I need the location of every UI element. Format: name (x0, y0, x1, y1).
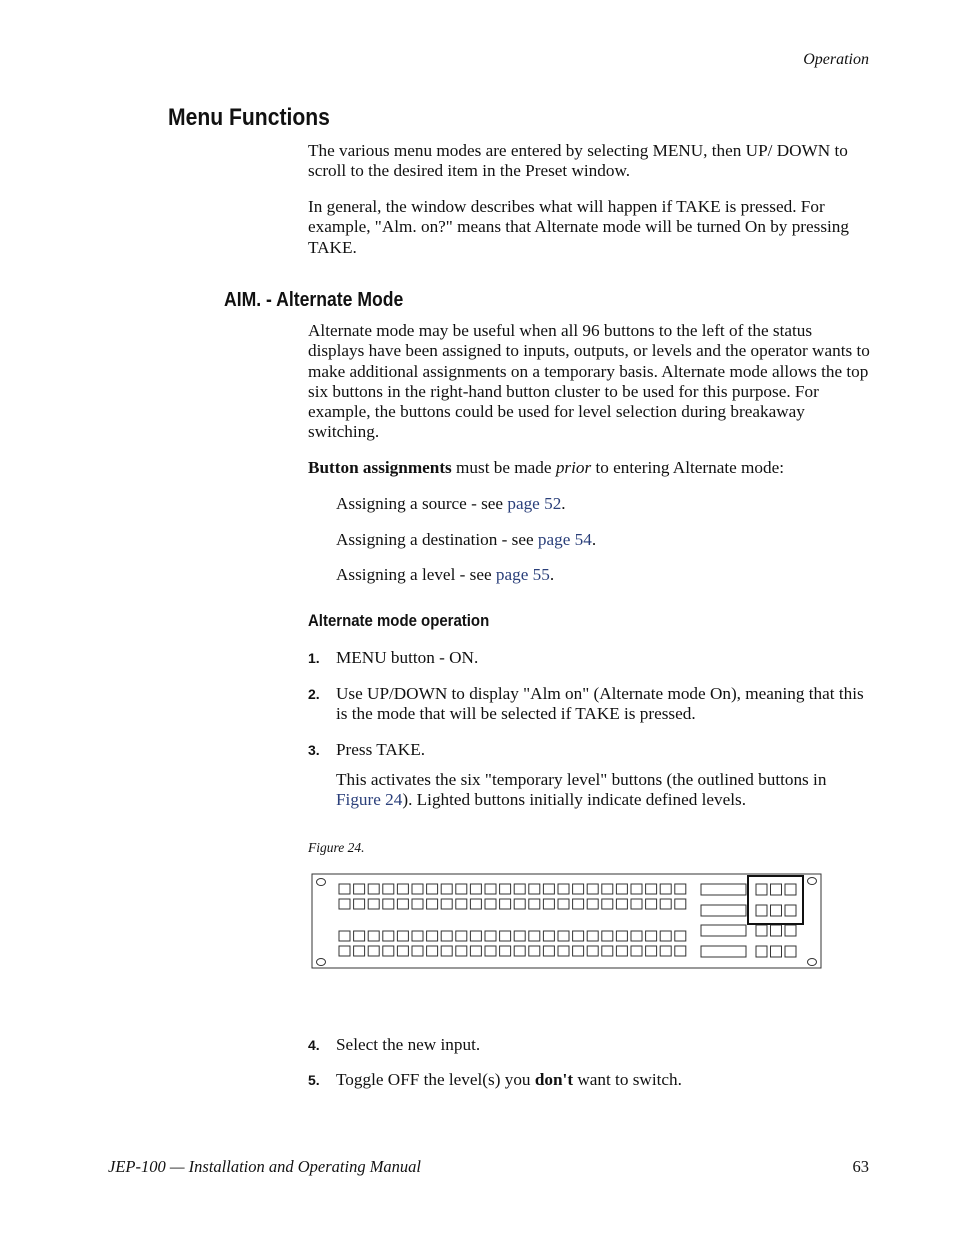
note-text: This activates the six "temporary level" buttons (the outlined buttons in (336, 770, 827, 789)
panel-button (500, 884, 511, 894)
step-number: 3. (308, 742, 320, 758)
page-number: 63 (852, 1157, 869, 1176)
note-text-end: ). Lighted buttons initially indicate defined levels. (402, 790, 747, 810)
assign-mid: must be made (451, 458, 556, 477)
cluster-button (756, 884, 767, 895)
panel-button (573, 946, 584, 956)
step-text-start: Toggle OFF the level(s) you (336, 1070, 535, 1089)
panel-button (631, 931, 642, 941)
panel-button (573, 899, 584, 909)
panel-button (573, 931, 584, 941)
panel-button (631, 946, 642, 956)
panel-button (339, 931, 350, 941)
panel-button (616, 899, 627, 909)
panel-button (514, 899, 525, 909)
panel-button (558, 946, 569, 956)
step-num: 4. (308, 1037, 320, 1053)
step-text (336, 1070, 870, 1090)
panel-button (339, 946, 350, 956)
step-text-bold: don't (534, 1070, 574, 1089)
panel-button (675, 931, 686, 941)
assignment-text: Assigning a level - see (336, 565, 496, 584)
cluster-button (785, 925, 796, 936)
assign-bold: Button assignments (308, 458, 452, 477)
assign-tail: to entering Alternate mode: (591, 458, 784, 477)
panel-button (602, 946, 613, 956)
assignment-end: . (591, 530, 597, 549)
panel-button (514, 931, 525, 941)
assignment-end: . (549, 565, 555, 584)
mounting-hole (317, 879, 326, 886)
panel-outline (312, 874, 821, 968)
panel-button (616, 946, 627, 956)
panel-button (660, 931, 671, 941)
page-link[interactable]: page 54 (537, 530, 592, 549)
panel-button (558, 884, 569, 894)
status-display (701, 946, 746, 957)
right-button-cluster (756, 884, 796, 957)
step-text-end: want to switch. (573, 1070, 682, 1089)
cluster-button (771, 925, 782, 936)
panel-button (558, 931, 569, 941)
assignment-text: Assigning a source - see (336, 494, 508, 513)
panel-button (441, 946, 452, 956)
mounting-hole (808, 878, 817, 885)
panel-button (675, 946, 686, 956)
panel-button (602, 899, 613, 909)
panel-button (529, 946, 540, 956)
panel-button (675, 884, 686, 894)
panel-button (441, 931, 452, 941)
step-3-note (336, 770, 870, 811)
step-number: 2. (308, 686, 320, 702)
panel-button (543, 946, 554, 956)
panel-button (427, 931, 438, 941)
procedure-title: Alternate mode operation (308, 611, 490, 630)
panel-button (427, 946, 438, 956)
panel-button (587, 899, 598, 909)
panel-button (354, 931, 365, 941)
panel-button (354, 946, 365, 956)
panel-button (470, 884, 481, 894)
panel-button (646, 931, 657, 941)
panel-button (485, 946, 496, 956)
panel-button (470, 931, 481, 941)
panel-button (631, 899, 642, 909)
control-panel-figure (308, 868, 824, 972)
status-display (701, 905, 746, 916)
panel-button (646, 899, 657, 909)
assign-italic: prior (555, 458, 592, 477)
step-text: MENU button - ON. (336, 648, 479, 667)
panel-button (368, 884, 379, 894)
panel-button (397, 899, 408, 909)
panel-button (660, 899, 671, 909)
cluster-button (785, 946, 796, 957)
panel-button (543, 899, 554, 909)
step-num: 5. (308, 1072, 320, 1088)
panel-button (631, 884, 642, 894)
figure-link[interactable]: Figure 24 (336, 790, 403, 810)
cluster-button (785, 884, 796, 895)
panel-button (339, 884, 350, 894)
panel-button (456, 884, 467, 894)
panel-button (412, 899, 423, 909)
panel-button (441, 899, 452, 909)
intro-paragraph-2: In general, the window describes what will happen if TAKE is pressed. For example, "Alm. on?" means that Alternate mode will be turned On by pressing TAKE. (308, 197, 849, 257)
temporary-level-outline (748, 876, 803, 924)
step-text: Select the new input. (336, 1035, 481, 1054)
panel-button (602, 931, 613, 941)
panel-button (514, 946, 525, 956)
panel-button (485, 884, 496, 894)
cluster-button (771, 946, 782, 957)
panel-button (397, 931, 408, 941)
cluster-button (756, 946, 767, 957)
cluster-button (756, 925, 767, 936)
step-number (308, 1035, 338, 1055)
panel-button (514, 884, 525, 894)
panel-button (660, 884, 671, 894)
panel-button (485, 931, 496, 941)
panel-button (529, 931, 540, 941)
panel-button (456, 931, 467, 941)
running-header: Operation (803, 51, 869, 68)
page-link[interactable]: page 55 (495, 565, 550, 584)
panel-button (470, 899, 481, 909)
panel-button (456, 946, 467, 956)
alternate-mode-paragraph: Alternate mode may be useful when all 96 buttons to the left of the status displays have been assigned to inputs, outputs, or levels and the operator wants to make additional assignments on a temporary basis. Alternate mode allows the top six buttons in the right-hand button cluster to be used for this purpose. For example, the buttons could be used for level selection during breakaway switching. (308, 321, 870, 442)
assignment-end: . (561, 494, 566, 513)
panel-button (368, 931, 379, 941)
panel-button (368, 899, 379, 909)
panel-button (646, 946, 657, 956)
panel-button (383, 931, 394, 941)
status-displays (701, 884, 746, 957)
panel-button (587, 946, 598, 956)
panel-button (660, 946, 671, 956)
assignment-source (336, 494, 870, 514)
panel-button (354, 899, 365, 909)
button-grid (339, 884, 686, 956)
panel-button (397, 946, 408, 956)
panel-button (427, 899, 438, 909)
assignment-destination (336, 530, 870, 550)
cluster-button (785, 905, 796, 916)
intro-paragraph-1: The various menu modes are entered by selecting MENU, then UP/ DOWN to scroll to the desired item in the Preset window. (308, 141, 848, 181)
panel-button (587, 931, 598, 941)
panel-button (616, 884, 627, 894)
panel-button (616, 931, 627, 941)
panel-button (397, 884, 408, 894)
panel-button (427, 884, 438, 894)
cluster-button (756, 905, 767, 916)
step-text: Press TAKE. (336, 740, 426, 759)
panel-button (558, 899, 569, 909)
panel-button (383, 946, 394, 956)
assignment-text: Assigning a destination - see (336, 530, 538, 549)
panel-button (485, 899, 496, 909)
panel-button (529, 899, 540, 909)
section-title: Menu Functions (168, 104, 330, 131)
panel-button (587, 884, 598, 894)
panel-button (500, 946, 511, 956)
panel-button (573, 884, 584, 894)
panel-button (543, 931, 554, 941)
panel-button (529, 884, 540, 894)
panel-button (441, 884, 452, 894)
panel-button (354, 884, 365, 894)
figure-caption: Figure 24. (308, 840, 365, 855)
step-number (308, 1070, 338, 1090)
cluster-button (771, 884, 782, 895)
cluster-button (771, 905, 782, 916)
subsection-title: AIM. - Alternate Mode (224, 289, 404, 311)
page-link[interactable]: page 52 (507, 494, 562, 513)
footer-manual-title: JEP-100 — Installation and Operating Manual (108, 1157, 422, 1176)
status-display (701, 884, 746, 895)
mounting-hole (808, 959, 817, 966)
panel-button (412, 931, 423, 941)
panel-button (675, 899, 686, 909)
status-display (701, 925, 746, 936)
step-number: 1. (308, 650, 320, 666)
panel-button (543, 884, 554, 894)
panel-button (500, 931, 511, 941)
step-text: Use UP/DOWN to display "Alm on" (Alternate mode On), meaning that this is the mode that will be selected if TAKE is pressed. (336, 684, 864, 724)
panel-button (412, 884, 423, 894)
panel-button (500, 899, 511, 909)
panel-button (456, 899, 467, 909)
panel-button (383, 899, 394, 909)
assignment-level (336, 565, 870, 585)
panel-button (646, 884, 657, 894)
panel-button (602, 884, 613, 894)
button-assignments-note (308, 458, 870, 478)
mounting-hole (317, 959, 326, 966)
panel-button (339, 899, 350, 909)
panel-button (368, 946, 379, 956)
panel-button (412, 946, 423, 956)
panel-button (383, 884, 394, 894)
panel-button (470, 946, 481, 956)
